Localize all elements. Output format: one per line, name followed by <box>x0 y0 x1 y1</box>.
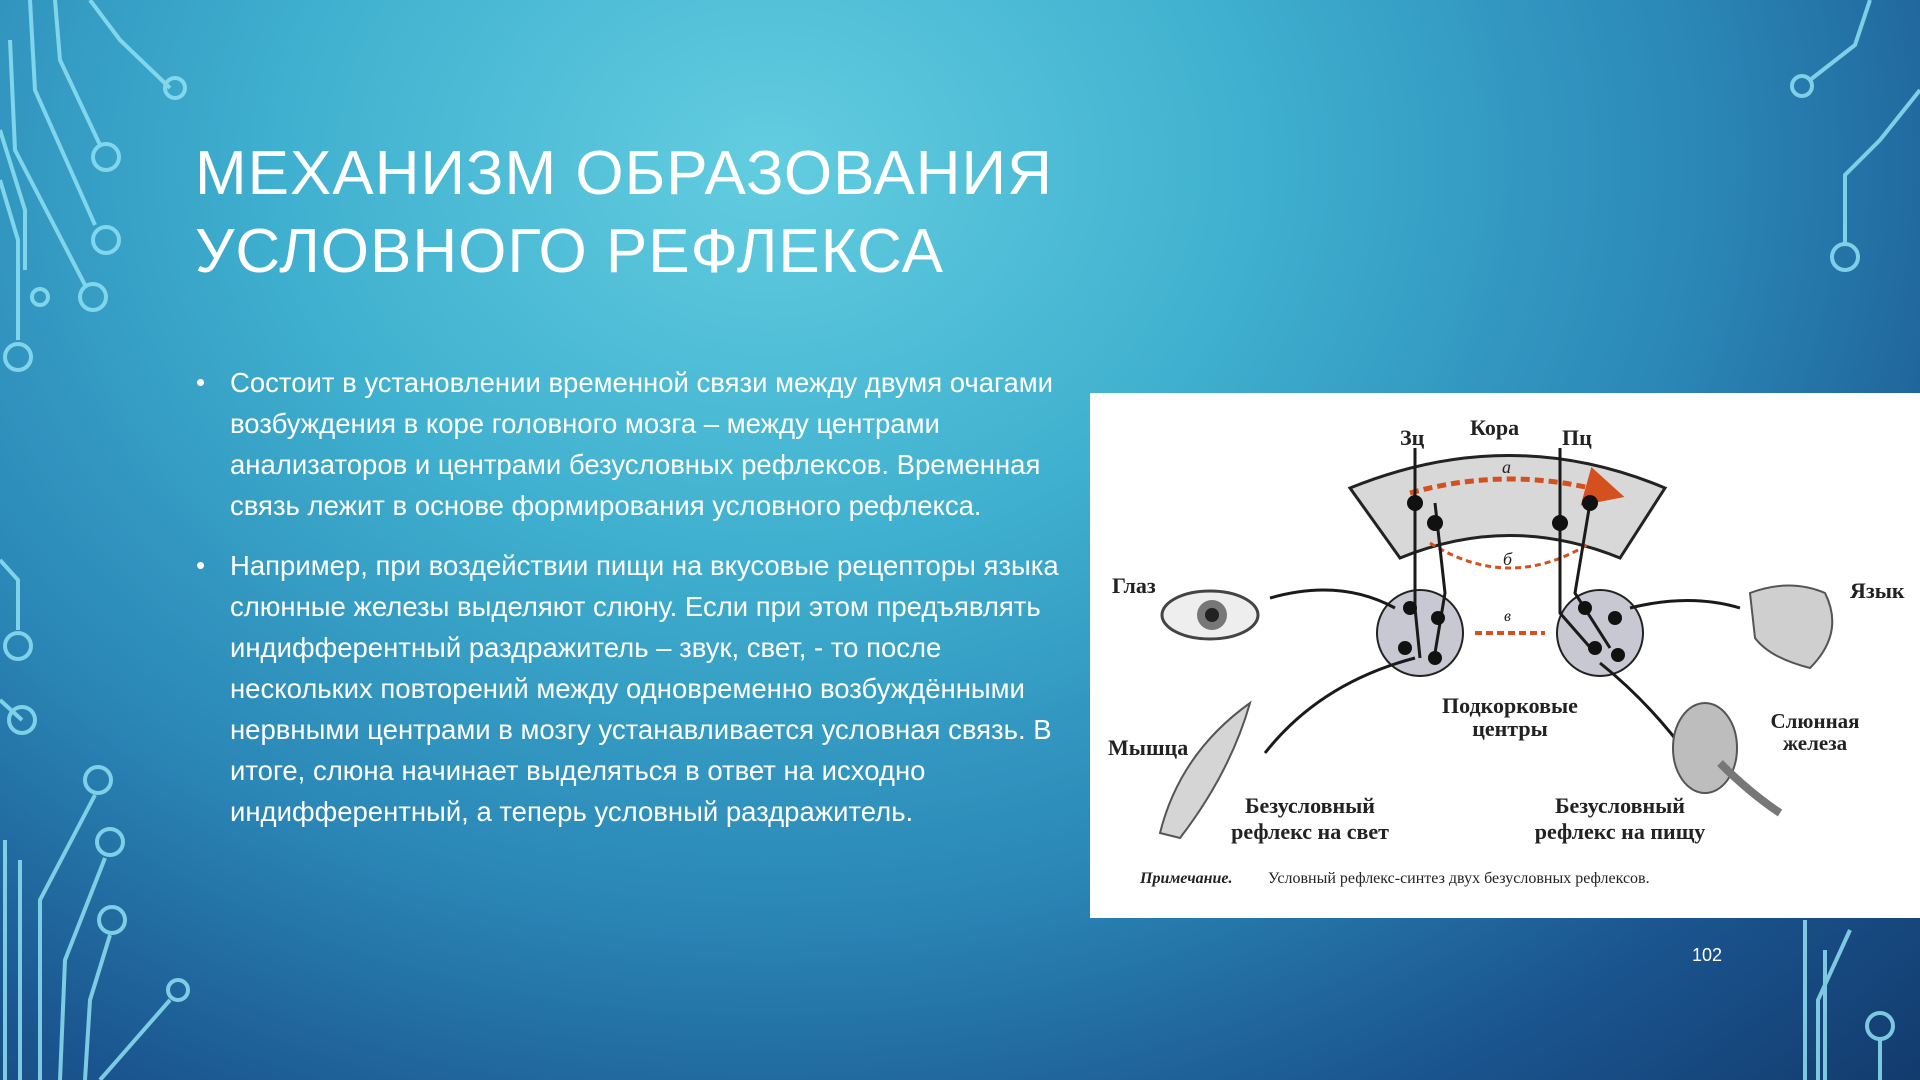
bullet-marker: • <box>196 367 206 397</box>
label-subcortical-2: центры <box>1472 716 1548 741</box>
reflex-diagram-svg <box>1090 393 1920 918</box>
label-v: в <box>1504 608 1511 625</box>
muscle-icon <box>1160 703 1250 838</box>
bullet-list <box>196 362 1076 851</box>
label-cortex: Кора <box>1470 415 1520 440</box>
label-muscle: Мышца <box>1108 735 1189 760</box>
page-number: 102 <box>1692 945 1723 965</box>
label-pc: Пц <box>1562 425 1592 450</box>
title-line-1: МЕХАНИЗМ ОБРАЗОВАНИЯ <box>195 139 1053 208</box>
reflex-diagram <box>1090 393 1920 918</box>
label-tongue: Язык <box>1850 578 1905 603</box>
bullet-text: Состоит в установлении временной связи между двумя очагами возбуждения в коре головного мозга – между центрами анализаторов и центрами безусловных рефлексов. Временная связь лежит в основе формирования условного рефлекса. <box>230 367 1054 521</box>
label-reflex-light-2: рефлекс на свет <box>1231 819 1389 844</box>
label-reflex-food-1: Безусловный <box>1555 793 1685 818</box>
bullet-text: Например, при воздействии пищи на вкусовые рецепторы языка слюнные железы выделяют слюну. Если при этом предъявлять индифферентный раздражитель – звук, свет, - то после нескольких повторений между одновременно возбуждёнными нервными центрами в мозгу устанавливается условная связь. В итоге, слюна начинает выделяться в ответ на исходно индифферентный, а теперь условный раздражитель. <box>230 550 1059 827</box>
eye-icon <box>1162 591 1258 639</box>
title-line-2: УСЛОВНОГО РЕФЛЕКСА <box>195 217 944 286</box>
note-text: Условный рефлекс-синтез двух безусловных рефлексов. <box>1268 870 1650 887</box>
bullet-item <box>196 362 1076 526</box>
label-eye: Глаз <box>1112 573 1156 598</box>
label-zc: Зц <box>1400 425 1425 450</box>
label-subcortical-1: Подкорковые <box>1442 693 1578 718</box>
label-reflex-light-1: Безусловный <box>1245 793 1375 818</box>
bullet-marker: • <box>196 550 206 580</box>
label-gland-2: железа <box>1782 731 1848 755</box>
label-b: б <box>1503 549 1513 569</box>
tongue-icon <box>1750 586 1832 669</box>
slide-title <box>195 135 1195 291</box>
note-prefix: Примечание. <box>1140 870 1233 887</box>
bullet-item <box>196 545 1076 832</box>
subcortical-center-left <box>1377 590 1463 676</box>
label-reflex-food-2: рефлекс на пищу <box>1534 819 1706 844</box>
label-a: а <box>1502 457 1511 477</box>
salivary-gland-icon <box>1673 703 1780 813</box>
label-gland-1: Слюнная <box>1770 709 1860 733</box>
